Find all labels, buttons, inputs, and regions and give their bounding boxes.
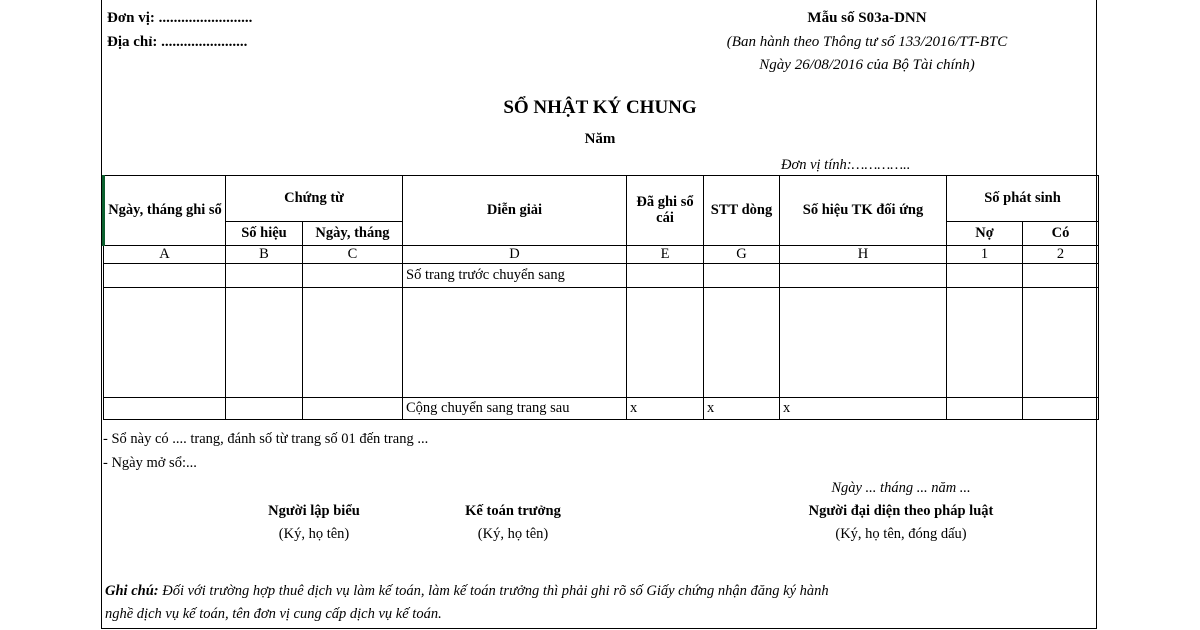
letter-cell: E <box>627 246 704 264</box>
brought-forward-label: Số trang trước chuyển sang <box>403 264 627 288</box>
letter-cell: 2 <box>1023 246 1099 264</box>
chief-accountant-title: Kế toán trưởng <box>465 503 561 519</box>
unit-label: Đơn vị: ......................... <box>107 10 253 26</box>
currency-unit: Đơn vị tính:………….. <box>781 157 911 173</box>
mark-x: x <box>704 398 780 420</box>
footnote-line-2: nghề dịch vụ kế toán, tên đơn vị cung cấp dịch vụ kế toán. <box>105 606 442 622</box>
header-amount: Số phát sinh <box>947 176 1099 222</box>
legal-rep-sub: (Ký, họ tên, đóng dấu) <box>835 526 967 542</box>
table-row <box>104 288 1099 398</box>
year-label: Năm <box>584 131 616 147</box>
letter-cell: H <box>780 246 947 264</box>
letter-cell: B <box>226 246 303 264</box>
table-row <box>104 264 1099 288</box>
document-title: SỔ NHẬT KÝ CHUNG <box>503 97 697 118</box>
table-row <box>104 398 1099 420</box>
header-voucher-date: Ngày, tháng <box>303 222 403 246</box>
header-credit: Có <box>1023 222 1099 246</box>
header-debit: Nợ <box>947 222 1023 246</box>
carried-forward-label: Cộng chuyển sang trang sau <box>403 398 627 420</box>
address-label: Địa chỉ: ....................... <box>107 34 248 50</box>
legal-rep-title: Người đại diện theo pháp luật <box>808 503 994 519</box>
header-line-no: STT dòng <box>704 176 780 246</box>
letter-cell: C <box>303 246 403 264</box>
column-letter-row <box>104 246 1099 264</box>
form-code: Mẫu số S03a-DNN <box>807 10 927 26</box>
preparer-sub: (Ký, họ tên) <box>278 526 350 542</box>
letter-cell: A <box>104 246 226 264</box>
issued-line-2: Ngày 26/08/2016 của Bộ Tài chính) <box>759 57 975 73</box>
sign-date-line: Ngày ... tháng ... năm ... <box>831 480 971 496</box>
header-voucher-no: Số hiệu <box>226 222 303 246</box>
preparer-title: Người lập biểu <box>268 503 360 519</box>
footnote-label: Ghi chú: <box>105 583 159 599</box>
mark-x: x <box>780 398 947 420</box>
mark-x: x <box>627 398 704 420</box>
issued-line-1: (Ban hành theo Thông tư số 133/2016/TT-BTC <box>726 34 1008 50</box>
chief-accountant-sub: (Ký, họ tên) <box>477 526 549 542</box>
header-account: Số hiệu TK đối ứng <box>780 176 947 246</box>
open-date-note: - Ngày mở sổ:... <box>103 455 197 471</box>
footnote-text-1: Đối với trường hợp thuê dịch vụ làm kế toán, làm kế toán trưởng thì phải ghi rõ số Giấy chứng nhận đăng ký hành <box>158 583 829 599</box>
header-date: Ngày, tháng ghi sổ <box>104 176 226 246</box>
header-voucher: Chứng từ <box>226 176 403 222</box>
pages-note: - Sổ này có .... trang, đánh số từ trang số 01 đến trang ... <box>103 431 429 447</box>
footnote-line-1 <box>105 583 829 600</box>
letter-cell: G <box>704 246 780 264</box>
letter-cell: 1 <box>947 246 1023 264</box>
letter-cell: D <box>403 246 627 264</box>
header-description: Diễn giải <box>403 176 627 246</box>
journal-table <box>102 175 1099 420</box>
header-posted: Đã ghi sổ cái <box>627 176 704 246</box>
